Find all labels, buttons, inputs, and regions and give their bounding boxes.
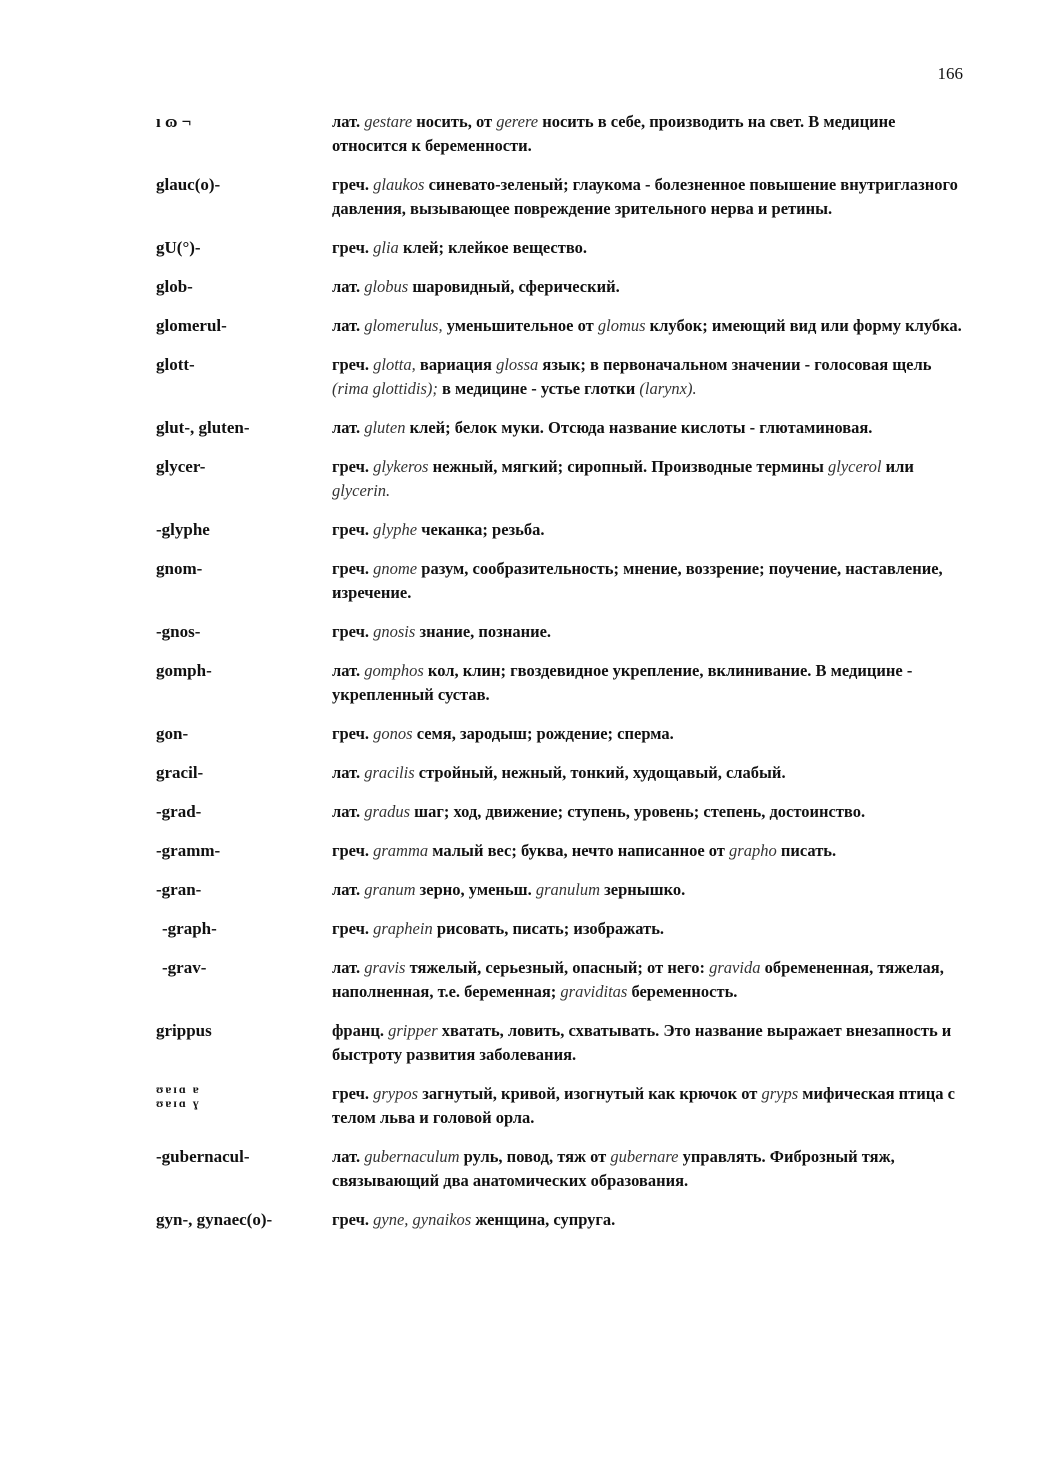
definition-text: лат. [332, 880, 365, 899]
definition-text: язык; в первоначальном значении - голосовая щель [538, 355, 932, 374]
entry-definition [332, 620, 966, 644]
dictionary-entry [156, 455, 966, 503]
definition-text: греч. [332, 622, 374, 641]
definition-text: чеканка; резьба. [417, 520, 545, 539]
etymon-word: granulum [535, 880, 600, 899]
dictionary-entry [156, 839, 966, 863]
etymon-word: (rima glottidis); [332, 379, 438, 398]
entry-definition [332, 1019, 966, 1067]
etymon-word: grapho [729, 841, 777, 860]
dictionary-entry [156, 917, 966, 941]
definition-text: греч. [332, 238, 374, 257]
entry-term: gomph- [156, 661, 212, 680]
entry-term: -grad- [156, 802, 202, 821]
dictionary-entry [156, 800, 966, 824]
entry-definition [332, 455, 966, 503]
etymon-word: gravis [364, 958, 406, 977]
dictionary-entry [156, 518, 966, 542]
definition-text: лат. [332, 802, 365, 821]
dictionary-entries [156, 110, 966, 1247]
entry-definition [332, 722, 966, 746]
etymon-word: gubernaculum [364, 1147, 460, 1166]
etymon-word: gerere [496, 112, 539, 131]
definition-text: лат. [332, 1147, 365, 1166]
definition-text: греч. [332, 841, 374, 860]
definition-text: женщина, супруга. [471, 1210, 616, 1229]
definition-text: тяжелый, серьезный, опасный; от него: [405, 958, 710, 977]
definition-text: лат. [332, 418, 365, 437]
entry-term: -gnos- [156, 622, 201, 641]
entry-term: -gubernacul- [156, 1147, 250, 1166]
definition-text: зерно, уменьш. [415, 880, 536, 899]
definition-text: семя, зародыш; рождение; сперма. [412, 724, 674, 743]
entry-term: -gran- [156, 880, 202, 899]
etymon-word: gestare [364, 112, 413, 131]
definition-text: лат. [332, 112, 365, 131]
definition-text: писать. [776, 841, 837, 860]
definition-text: беременность. [627, 982, 738, 1001]
dictionary-entry [156, 1019, 966, 1067]
definition-text: хватать, ловить, схватывать. Это название выражает внезапность и быстроту развития заболевания. [332, 1021, 952, 1064]
definition-text: кол, клин; гвоздевидное укрепление, вклинивание. В медицине - укрепленный сустав. [332, 661, 913, 704]
entry-term: gon- [156, 724, 189, 743]
definition-text: малый вес; буква, нечто написанное от [428, 841, 730, 860]
definition-text: руль, повод, тяж от [459, 1147, 611, 1166]
dictionary-entry [156, 557, 966, 605]
entry-definition [332, 1208, 966, 1232]
entry-term: grippus [156, 1021, 212, 1040]
definition-text: клубок; имеющий вид или форму клубка. [645, 316, 962, 335]
entry-term: gracil- [156, 763, 204, 782]
etymon-word: gluten [364, 418, 406, 437]
entry-term: gU(°)- [156, 238, 201, 257]
entry-term: glycer- [156, 457, 206, 476]
entry-term: glauc(o)- [156, 175, 221, 194]
etymon-word: gryps [761, 1084, 799, 1103]
entry-definition [332, 173, 966, 221]
definition-text: вариация [415, 355, 497, 374]
definition-text: греч. [332, 724, 374, 743]
etymon-word: gyne, [373, 1210, 409, 1229]
dictionary-entry [156, 236, 966, 260]
dictionary-entry [156, 659, 966, 707]
definition-text: разум, сообразительность; мнение, воззрение; поучение, наставление, изречение. [332, 559, 943, 602]
dictionary-entry [156, 275, 966, 299]
etymon-word: glykeros [373, 457, 429, 476]
entry-definition [332, 236, 966, 260]
definition-text: лат. [332, 763, 365, 782]
dictionary-entry [156, 314, 966, 338]
entry-definition [332, 659, 966, 707]
etymon-word: glomerulus, [364, 316, 443, 335]
entry-definition [332, 1145, 966, 1193]
etymon-word: glyphe [373, 520, 418, 539]
dictionary-entry [156, 1082, 966, 1130]
entry-definition [332, 800, 966, 824]
definition-text: носить в себе, производить на свет. В медицине относится к беременности. [332, 112, 896, 155]
etymon-word: glycerin. [332, 481, 391, 500]
entry-term: -gramm- [156, 841, 221, 860]
etymon-word: glycerol [827, 457, 882, 476]
etymon-word: graviditas [560, 982, 628, 1001]
entry-term: -glyphe [156, 520, 210, 539]
etymon-word: glaukos [373, 175, 425, 194]
entry-definition [332, 518, 966, 542]
definition-text: лат. [332, 277, 365, 296]
definition-text: управлять. Фиброзный тяж, связывающий два анатомических образования. [332, 1147, 895, 1190]
dictionary-entry [156, 1208, 966, 1232]
definition-text: нежный, мягкий; сиропный. Производные термины [428, 457, 828, 476]
definition-text: носить, от [412, 112, 497, 131]
dictionary-entry [156, 722, 966, 746]
definition-text: франц. [332, 1021, 389, 1040]
definition-text: шаровидный, сферический. [408, 277, 620, 296]
entry-definition [332, 557, 966, 605]
etymon-word: globus [364, 277, 409, 296]
etymon-word: glomus [597, 316, 646, 335]
definition-text: синевато-зеленый; глаукома - болезненное повышение внутриглазного давления, вызывающее повреждение зрительного нерва и ретины. [332, 175, 958, 218]
definition-text: рисовать, писать; изображать. [432, 919, 665, 938]
definition-text: клей; белок муки. Отсюда название кислоты - глютаминовая. [405, 418, 873, 437]
definition-text: уменьшительное от [442, 316, 598, 335]
entry-definition [332, 314, 966, 338]
entry-definition [332, 353, 966, 401]
entry-term: ı ɷ ¬ [156, 112, 192, 131]
definition-text: знание, познание. [415, 622, 552, 641]
entry-definition [332, 878, 966, 902]
etymon-word: gramma [373, 841, 429, 860]
etymon-word: gracilis [364, 763, 415, 782]
entry-term: glut-, gluten- [156, 418, 250, 437]
etymon-word: graphein [373, 919, 433, 938]
definition-text: в медицине - устье глотки [437, 379, 640, 398]
entry-term: glob- [156, 277, 193, 296]
entry-term: ʊɐɪɑ ɐ ʊɐɪɑ ɣ [156, 1082, 201, 1110]
etymon-word: gripper [388, 1021, 438, 1040]
entry-definition [332, 1082, 966, 1130]
definition-text: стройный, нежный, тонкий, худощавый, слабый. [414, 763, 786, 782]
etymon-word: gonos [373, 724, 413, 743]
definition-text: греч. [332, 1084, 374, 1103]
definition-text: греч. [332, 175, 374, 194]
dictionary-entry [156, 878, 966, 902]
entry-term: gnom- [156, 559, 203, 578]
definition-text: лат. [332, 316, 365, 335]
dictionary-entry [156, 761, 966, 785]
definition-text: лат. [332, 661, 365, 680]
definition-text: греч. [332, 355, 374, 374]
etymon-word: granum [364, 880, 416, 899]
definition-text: загнутый, кривой, изогнутый как крючок от [418, 1084, 762, 1103]
definition-text: шаг; ход, движение; ступень, уровень; степень, достоинство. [410, 802, 866, 821]
definition-text: или [881, 457, 914, 476]
definition-text: греч. [332, 1210, 374, 1229]
dictionary-entry [156, 1145, 966, 1193]
entry-definition [332, 956, 966, 1004]
etymon-word: gravida [709, 958, 761, 977]
dictionary-entry [156, 620, 966, 644]
entry-definition [332, 839, 966, 863]
definition-text: греч. [332, 919, 374, 938]
entry-definition [332, 917, 966, 941]
definition-text: греч. [332, 559, 374, 578]
etymon-word: gynaikos [412, 1210, 472, 1229]
etymon-word: glia [373, 238, 399, 257]
entry-term: -graph- [162, 919, 217, 938]
definition-text: клей; клейкое вещество. [398, 238, 588, 257]
dictionary-entry [156, 173, 966, 221]
entry-term: gyn-, gynaec(o)- [156, 1210, 273, 1229]
etymon-word: gnome [373, 559, 418, 578]
definition-text: мифическая птица с телом льва и головой орла. [332, 1084, 955, 1127]
definition-text: греч. [332, 457, 374, 476]
etymon-word: glotta, [373, 355, 416, 374]
etymon-word: (larynx). [639, 379, 697, 398]
definition-text: греч. [332, 520, 374, 539]
definition-text: лат. [332, 958, 365, 977]
entry-term: glomerul- [156, 316, 227, 335]
etymon-word: glossa [496, 355, 539, 374]
dictionary-entry [156, 956, 966, 1004]
etymon-word: grypos [373, 1084, 419, 1103]
entry-term: -grav- [162, 958, 207, 977]
etymon-word: gradus [364, 802, 411, 821]
entry-definition [332, 416, 966, 440]
dictionary-entry [156, 353, 966, 401]
etymon-word: gomphos [364, 661, 424, 680]
dictionary-entry [156, 416, 966, 440]
etymon-word: gnosis [373, 622, 416, 641]
entry-definition [332, 275, 966, 299]
definition-text: обремененная, тяжелая, наполненная, т.е. беременная; [332, 958, 944, 1001]
entry-term: glott- [156, 355, 195, 374]
entry-definition [332, 110, 966, 158]
definition-text: зернышко. [600, 880, 686, 899]
dictionary-entry [156, 110, 966, 158]
etymon-word: gubernare [610, 1147, 679, 1166]
entry-definition [332, 761, 966, 785]
page-number: 166 [937, 64, 963, 83]
